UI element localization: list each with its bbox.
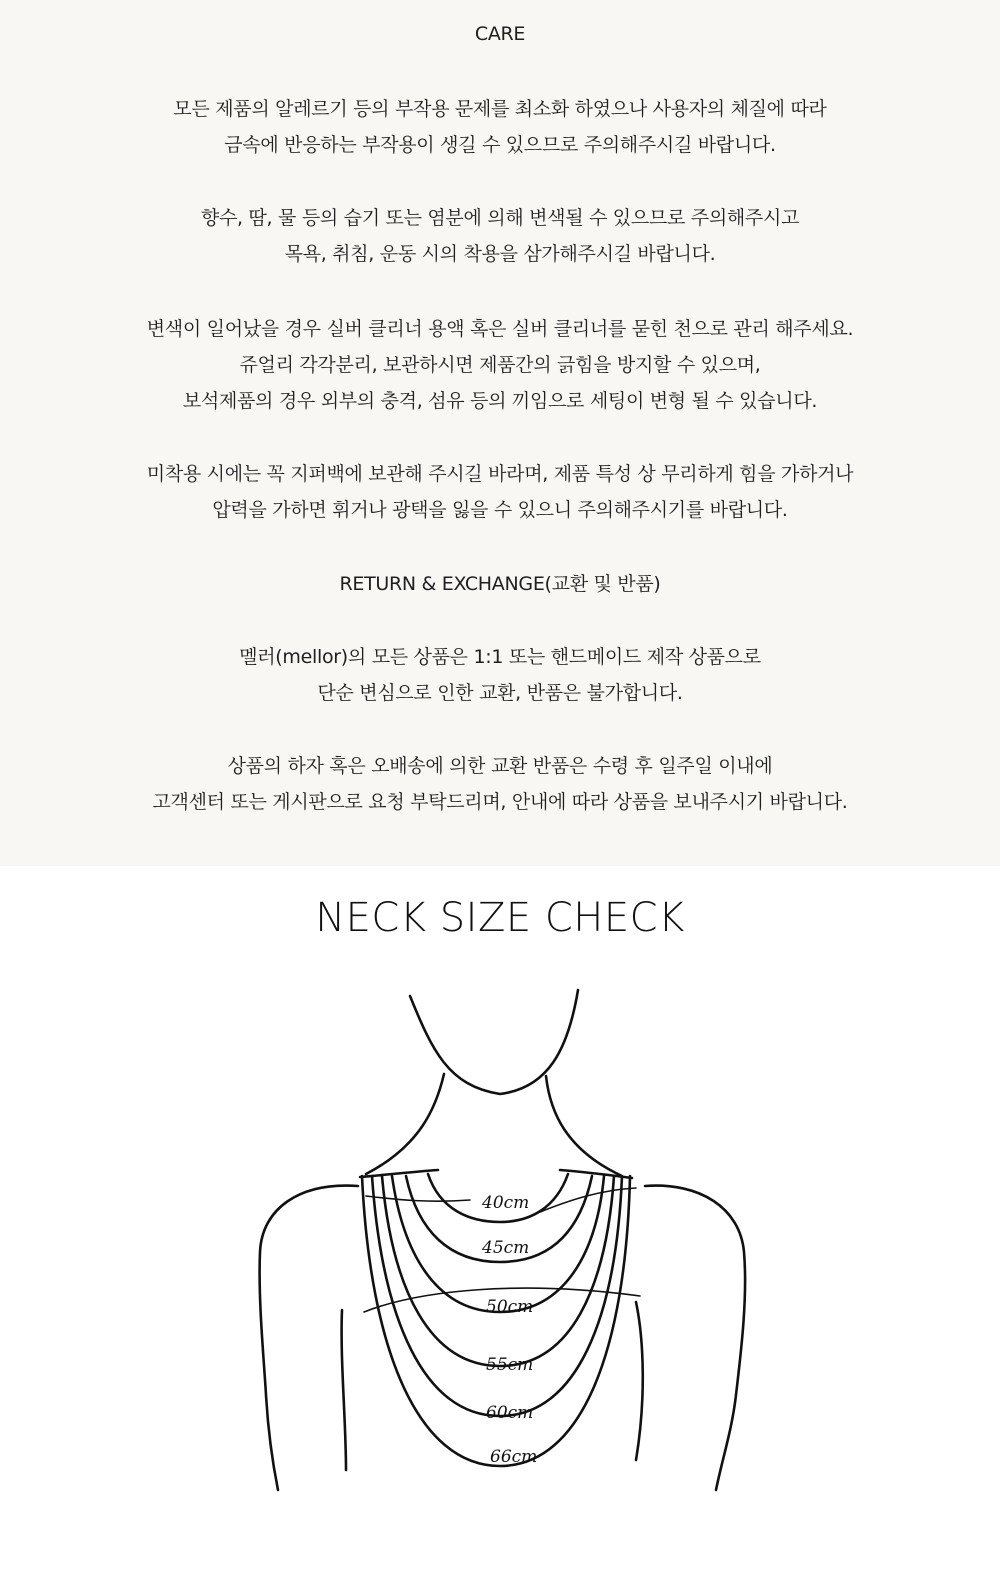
care-text-line: 쥬얼리 각각분리, 보관하시면 제품간의 긁힘을 방지할 수 있으며, (239, 354, 761, 376)
right-shoulder (645, 1186, 745, 1490)
length-label-66cm: 66cm (490, 1447, 538, 1467)
neck-left-line (366, 1074, 444, 1174)
care-text-line: 변색이 일어났을 경우 실버 클리너 용액 혹은 실버 클리너를 묻힌 천으로 관리 해주세요. (146, 318, 854, 340)
length-label-60cm: 60cm (486, 1403, 534, 1423)
length-label-40cm: 40cm (482, 1193, 530, 1213)
care-text-line: 미착용 시에는 꼭 지퍼백에 보관해 주시길 바라며, 제품 특성 상 무리하게 힘을 가하거나 (146, 463, 854, 485)
return-text-line: 멜러(mellor)의 모든 상품은 1:1 또는 핸드메이드 제작 상품으로 (239, 646, 761, 668)
care-text-line: 금속에 반응하는 부작용이 생길 수 있으므로 주의해주시길 바랍니다. (224, 134, 776, 156)
care-text-line: 모든 제품의 알레르기 등의 부작용 문제를 최소화 하였으나 사용자의 체질에 따라 (173, 98, 827, 120)
left-shoulder (260, 1186, 358, 1490)
length-label-50cm: 50cm (486, 1297, 534, 1317)
care-text-line: 목욕, 취침, 운동 시의 착용을 삼가해주시길 바랍니다. (284, 243, 716, 265)
head-outline (410, 990, 578, 1094)
return-text-line: 상품의 하자 혹은 오배송에 의한 교환 반품은 수령 후 일주일 이내에 (227, 755, 773, 777)
clavicle-left (366, 1196, 470, 1201)
return-text-line: 단순 변심으로 인한 교환, 반품은 불가합니다. (317, 682, 683, 704)
neck-right-line (546, 1076, 622, 1176)
care-text-line: 보석제품의 경우 외부의 충격, 섬유 등의 끼임으로 세팅이 변형 될 수 있습니다. (182, 390, 818, 412)
length-label-45cm: 45cm (482, 1238, 530, 1258)
left-torso (342, 1310, 346, 1470)
neck-size-title: NECK SIZE CHECK (315, 895, 685, 941)
right-torso (636, 1302, 643, 1460)
care-text-line: 향수, 땀, 물 등의 습기 또는 염분에 의해 변색될 수 있으므로 주의해주시고 (200, 207, 800, 229)
care-text-line: 압력을 가하면 휘거나 광택을 잃을 수 있으니 주의해주시기를 바랍니다. (212, 499, 788, 521)
length-label-55cm: 55cm (486, 1355, 534, 1375)
care-heading: CARE (474, 23, 526, 45)
return-heading: RETURN & EXCHANGE(교환 및 반품) (339, 573, 661, 595)
return-text-line: 고객센터 또는 게시판으로 요청 부탁드리며, 안내에 따라 상품을 보내주시기 바랍니다. (152, 791, 848, 813)
